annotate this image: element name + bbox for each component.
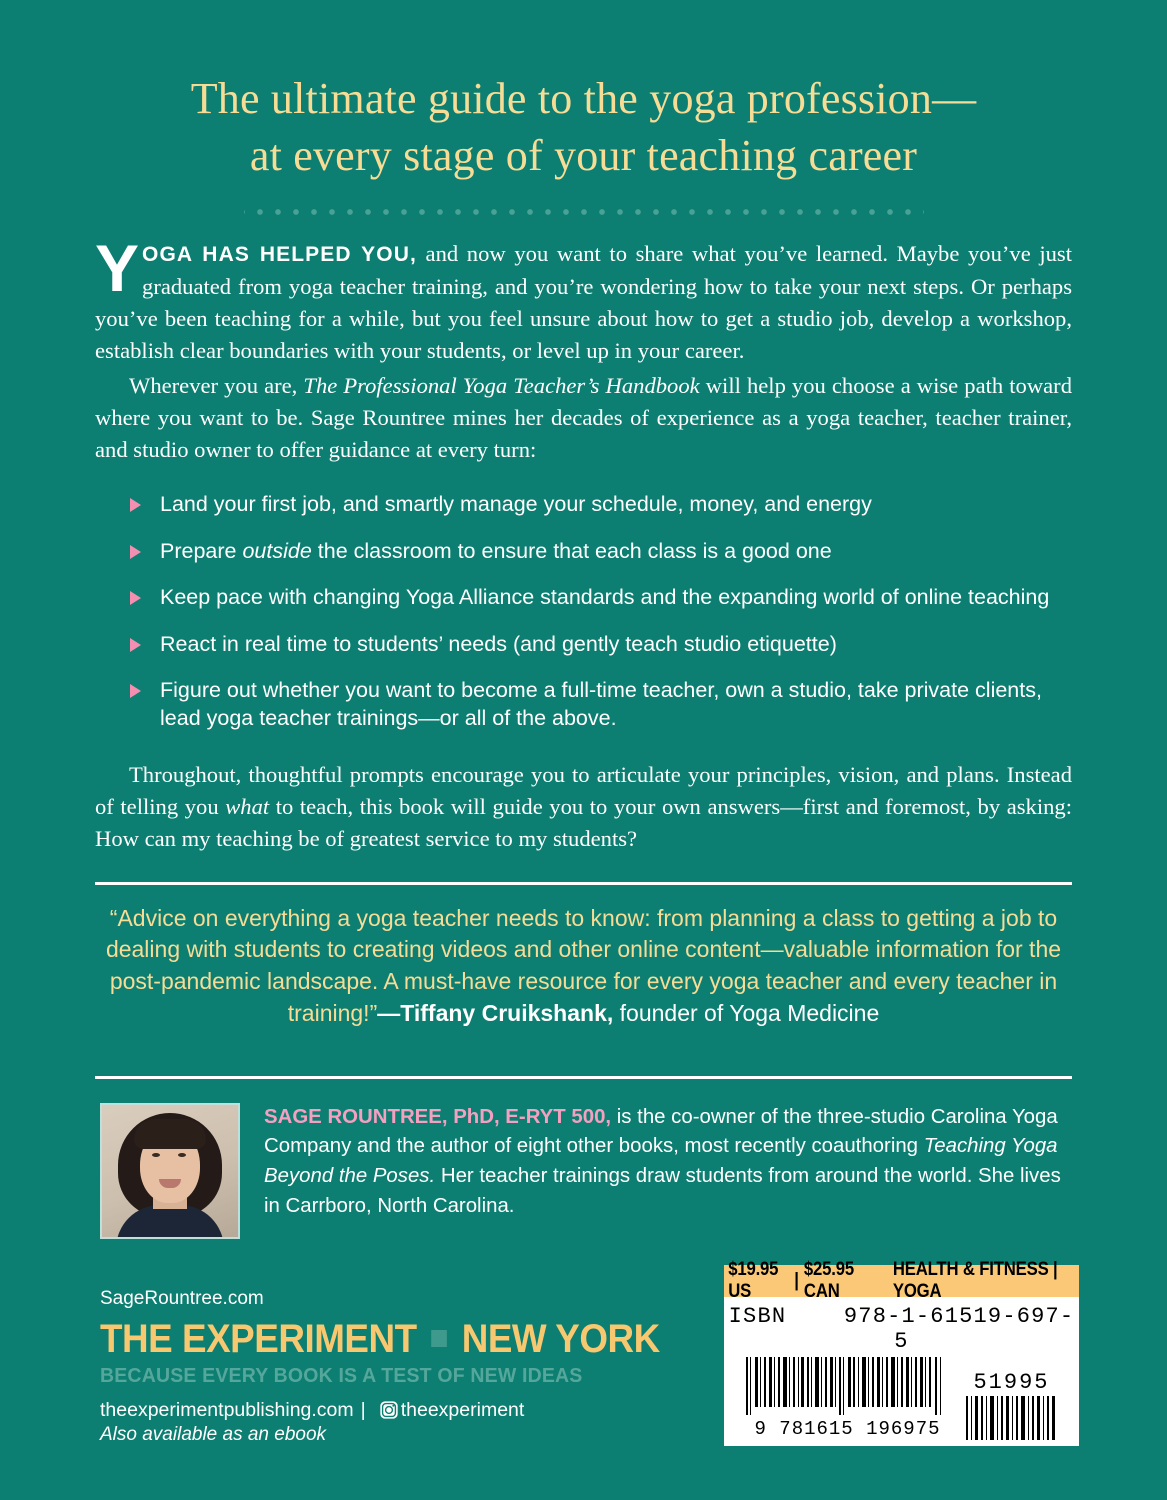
publisher-city: NEW YORK xyxy=(461,1316,660,1361)
instagram-handle[interactable]: theexperiment xyxy=(400,1398,525,1421)
blurb-quote: “Advice on everything a yoga teacher needs to know: from planning a class to getting a job to dealing with students to creating videos and other online content—valuable information for the post-pandemic landscape. A must-have resource for every yoga teacher and every teacher in training!” xyxy=(105,904,1062,1026)
drop-cap: Y xyxy=(95,231,140,306)
lead-caps: OGA HAS HELPED YOU, xyxy=(142,243,417,267)
publisher-name: THE EXPERIMENT xyxy=(100,1316,417,1361)
publisher-website-link[interactable]: theexperimentpublishing.com xyxy=(100,1398,354,1421)
page-title xyxy=(0,0,1167,184)
intro-paragraph-rest: and now you want to share what you’ve learned. Maybe you’ve just graduated from yoga teacher training, and you’re wondering how to take your next steps. Or perhaps you’ve been teaching for a while, but you feel unsure about how to get a studio job, develop a workshop, establish clear boundaries with your students, or level up in your career. xyxy=(95,241,1072,364)
list-item-text-post: the classroom to ensure that each class is a good one xyxy=(311,538,832,563)
avatar xyxy=(100,1103,240,1239)
ean13-barcode xyxy=(744,1357,952,1440)
list-item-text: Keep pace with changing Yoga Alliance standards and the expanding world of online teaching xyxy=(160,585,1050,610)
list-item-text: Land your first job, and smartly manage your schedule, money, and energy xyxy=(160,492,872,517)
list-item xyxy=(130,537,1072,565)
triangle-bullet-icon xyxy=(130,638,141,652)
author-name: SAGE ROUNTREE, PhD, E-RYT 500, xyxy=(264,1105,612,1128)
ebook-note: Also available as an ebook xyxy=(100,1423,327,1445)
category-label: HEALTH & FITNESS | YOGA xyxy=(893,1258,1059,1302)
price-can: $25.95 CAN xyxy=(804,1258,855,1302)
isbn-label: ISBN xyxy=(728,1303,787,1329)
instagram-icon[interactable] xyxy=(379,1400,399,1420)
barcode-block xyxy=(724,1258,1079,1446)
closing-start: Throughout, thoughtful prompts encourage you to articulate your principles, vision, and plans. Instead of telling you xyxy=(95,761,1072,819)
price-band xyxy=(724,1258,1079,1302)
headline-line-2: at every stage of your teaching career xyxy=(249,131,918,181)
publisher-logo xyxy=(100,1316,660,1361)
addon-digits: 51995 xyxy=(973,1369,1050,1395)
second-paragraph-end: will help you choose a wise path toward where you want to be. Sage Rountree mines her decades of experience as a yoga teacher, teacher trainer, and studio owner to offer guidance at every turn: xyxy=(95,372,1072,463)
blurb-attribution-role: founder of Yoga Medicine xyxy=(613,999,880,1026)
closing-emphasis: what xyxy=(225,794,270,819)
triangle-bullet-icon xyxy=(130,591,141,605)
author-bio-part-1: is the co-owner of the three-studio Carolina Yoga Company and the author of eight other books, most recently coauthoring xyxy=(264,1105,1058,1158)
blurb-attribution-name: —Tiffany Cruikshank, xyxy=(377,999,614,1026)
link-separator: | xyxy=(360,1398,366,1421)
list-item xyxy=(130,630,1072,658)
closing-end: to teach, this book will guide you to your own answers—first and foremost, by asking: How can my teaching be of greatest service to my students? xyxy=(95,794,1072,852)
list-item-text: React in real time to students’ needs (and gently teach studio etiquette) xyxy=(160,631,837,656)
triangle-bullet-icon xyxy=(130,498,141,512)
portrait-bangs xyxy=(134,1119,206,1149)
list-item-text: Figure out whether you want to become a full-time teacher, own a studio, take private clients, lead yoga teacher trainings—or all of the above. xyxy=(160,677,1042,731)
author-bio xyxy=(0,1079,1167,1239)
second-paragraph-start: Wherever you are, xyxy=(129,372,304,398)
triangle-bullet-icon xyxy=(130,545,141,559)
price-us: $19.95 US xyxy=(728,1258,779,1302)
testimonial-blurb xyxy=(0,885,1167,1050)
body-copy xyxy=(0,216,1167,466)
barcode-bars-row xyxy=(724,1357,1079,1440)
dotted-divider xyxy=(244,208,924,216)
author-bio-part-2: Her teacher trainings draw students from around the world. She lives in Carrboro, North Carolina. xyxy=(264,1165,1061,1217)
price-divider: | xyxy=(794,1269,800,1291)
intro-paragraph xyxy=(95,231,1072,367)
publisher-links xyxy=(100,1399,708,1422)
feature-list xyxy=(0,490,1167,732)
author-other-book-title: Teaching Yoga Beyond the Poses. xyxy=(264,1135,1058,1188)
list-item xyxy=(130,583,1072,611)
list-item xyxy=(130,490,1072,518)
triangle-bullet-icon xyxy=(130,684,141,698)
list-item-text-emphasis: outside xyxy=(242,538,312,563)
isbn-number: 978-1-61519-697-5 xyxy=(843,1303,1075,1354)
list-item xyxy=(130,676,1072,733)
second-paragraph xyxy=(95,370,1072,467)
author-website-link[interactable]: SageRountree.com xyxy=(100,1287,264,1309)
publisher-block xyxy=(100,1288,708,1446)
addon-barcode xyxy=(964,1396,1060,1440)
headline-line-1: The ultimate guide to the yoga profession— xyxy=(190,74,977,123)
portrait-eye-right xyxy=(178,1153,186,1157)
footer xyxy=(0,1239,1167,1446)
ean-digits: 9 781615 196975 xyxy=(754,1417,941,1440)
square-separator-icon xyxy=(431,1330,447,1347)
portrait-eye-left xyxy=(152,1153,160,1157)
list-item-text-pre: Prepare xyxy=(160,538,243,563)
book-title-inline: The Professional Yoga Teacher’s Handbook xyxy=(303,372,700,398)
addon-barcode-group xyxy=(964,1369,1060,1440)
publisher-tagline: BECAUSE EVERY BOOK IS A TEST OF NEW IDEAS xyxy=(100,1363,583,1387)
author-bio-text xyxy=(240,1103,1072,1222)
closing-paragraph xyxy=(0,733,1167,856)
isbn-line xyxy=(724,1297,1079,1357)
